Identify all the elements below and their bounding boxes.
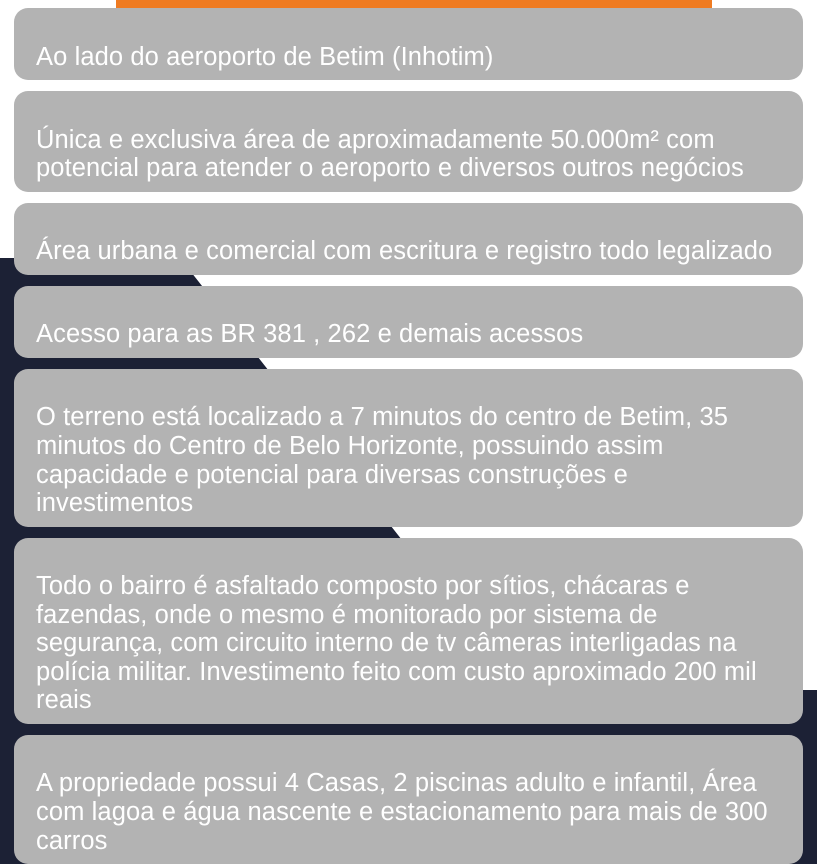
feature-card-location-distances [14,369,803,527]
feature-card-airport-proximity [14,8,803,80]
feature-card-access-roads [14,286,803,358]
feature-card-area-size [14,91,803,192]
feature-card-text: Todo o bairro é asfaltado composto por sítios, chácaras e fazendas, onde o mesmo é monitorado por sistema de segurança, com circuito interno de tv câmeras interligadas na polícia militar. Investimento feito com custo aproximado 200 mil reais [36,572,757,715]
feature-card-text: Acesso para as BR 381 , 262 e demais acessos [36,320,584,349]
feature-card-text: O terreno está localizado a 7 minutos do centro de Betim, 35 minutos do Centro de Belo Horizonte, possuindo assim capacidade e potencial para diversas construções e investimentos [36,403,729,518]
feature-card-text: A propriedade possui 4 Casas, 2 piscinas adulto e infantil, Área com lagoa e água nascente e estacionamento para mais de 300 carros [36,769,768,855]
feature-card-urban-commercial [14,203,803,275]
feature-card-text: Área urbana e comercial com escritura e registro todo legalizado [36,237,773,266]
feature-card-property-amenities [14,735,803,864]
feature-card-list [14,8,803,864]
feature-card-text: Única e exclusiva área de aproximadamente 50.000m² com potencial para atender o aeroporto e diversos outros negócios [36,125,744,183]
feature-card-text: Ao lado do aeroporto de Betim (Inhotim) [36,42,494,71]
feature-card-neighborhood-security [14,538,803,724]
